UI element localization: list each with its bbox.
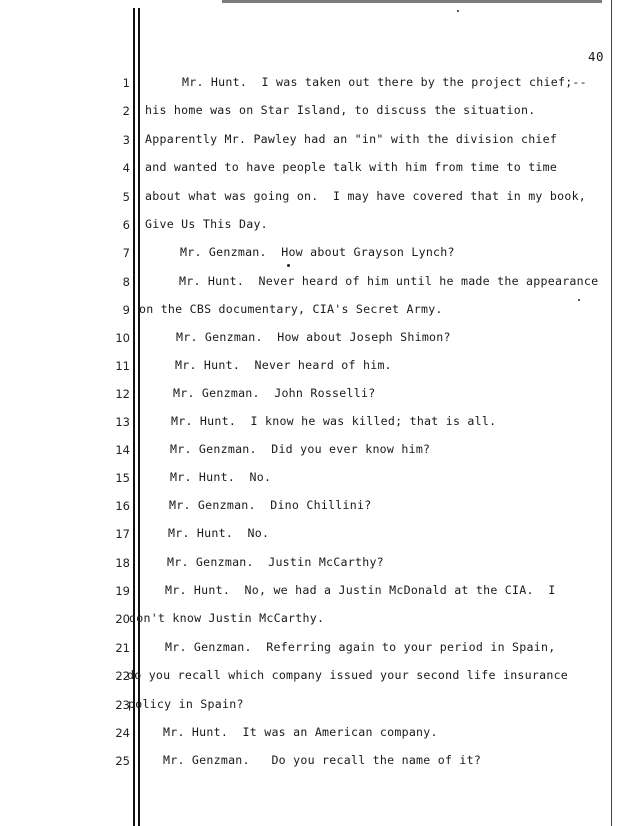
transcript-line: Mr. Hunt. No.	[170, 470, 272, 484]
transcript-line: Mr. Hunt. Never heard of him until he made the appearance	[179, 274, 599, 288]
transcript-line: Mr. Genzman. Dino Chillini?	[169, 498, 372, 512]
scan-speck	[287, 264, 290, 267]
transcript-line: Mr. Hunt. No.	[168, 526, 270, 540]
line-number: 9	[122, 303, 130, 317]
line-number: 22	[115, 669, 130, 683]
line-number: 14	[115, 443, 130, 457]
transcript-line: Mr. Genzman. Did you ever know him?	[170, 442, 431, 456]
transcript-line: about what was going on. I may have covered that in my book,	[145, 189, 587, 203]
line-number: 2	[122, 104, 130, 118]
line-number: 25	[115, 754, 130, 768]
transcript-line: policy in Spain?	[128, 697, 244, 711]
transcript-line: Mr. Hunt. Never heard of him.	[175, 358, 392, 372]
page-number: 40	[588, 49, 605, 64]
transcript-line: Mr. Genzman. Referring again to your period in Spain,	[165, 640, 556, 654]
transcript-line: Mr. Genzman. How about Joseph Shimon?	[176, 330, 451, 344]
line-number: 4	[122, 161, 130, 175]
line-number: 17	[115, 527, 130, 541]
transcript-line: Mr. Genzman. John Rosselli?	[173, 386, 376, 400]
line-number: 18	[115, 556, 130, 570]
line-number: 5	[122, 190, 130, 204]
transcript-line: his home was on Star Island, to discuss the situation.	[145, 103, 536, 117]
line-number: 1	[122, 76, 130, 90]
line-number: 15	[115, 471, 130, 485]
line-number: 19	[115, 584, 130, 598]
transcript-line: don't know Justin McCarthy.	[129, 611, 325, 625]
transcript-line: Mr. Genzman. Justin McCarthy?	[167, 555, 384, 569]
right-margin-rule	[611, 0, 612, 826]
transcript-line: on the CBS documentary, CIA's Secret Army.	[139, 302, 443, 316]
transcript-line: Mr. Hunt. No, we had a Justin McDonald at the CIA. I	[165, 583, 556, 597]
transcript-line: do you recall which company issued your second life insurance	[127, 668, 569, 682]
line-number: 23	[115, 698, 130, 712]
line-number: 10	[115, 331, 130, 345]
line-number: 24	[115, 726, 130, 740]
line-number: 21	[115, 641, 130, 655]
transcript-line: Mr. Genzman. Do you recall the name of it?	[163, 753, 482, 767]
transcript-line: Apparently Mr. Pawley had an "in" with the division chief	[145, 132, 558, 146]
line-number: 12	[115, 387, 130, 401]
line-number: 8	[122, 275, 130, 289]
scan-speck	[457, 10, 459, 12]
line-number: 7	[122, 246, 130, 260]
line-number: 11	[115, 359, 130, 373]
transcript-line: Mr. Hunt. It was an American company.	[163, 725, 438, 739]
transcript-line: Mr. Hunt. I know he was killed; that is all.	[171, 414, 497, 428]
line-number: 3	[122, 133, 130, 147]
transcript-line: and wanted to have people talk with him from time to time	[145, 160, 558, 174]
scan-artifact	[222, 0, 602, 3]
transcript-line: Give Us This Day.	[145, 217, 268, 231]
transcript-line: Mr. Hunt. I was taken out there by the project chief;--	[182, 75, 587, 89]
line-number: 16	[115, 499, 130, 513]
transcript-line: Mr. Genzman. How about Grayson Lynch?	[180, 245, 455, 259]
scan-speck	[578, 299, 580, 301]
line-number: 20	[115, 612, 130, 626]
line-number: 6	[122, 218, 130, 232]
line-number: 13	[115, 415, 130, 429]
